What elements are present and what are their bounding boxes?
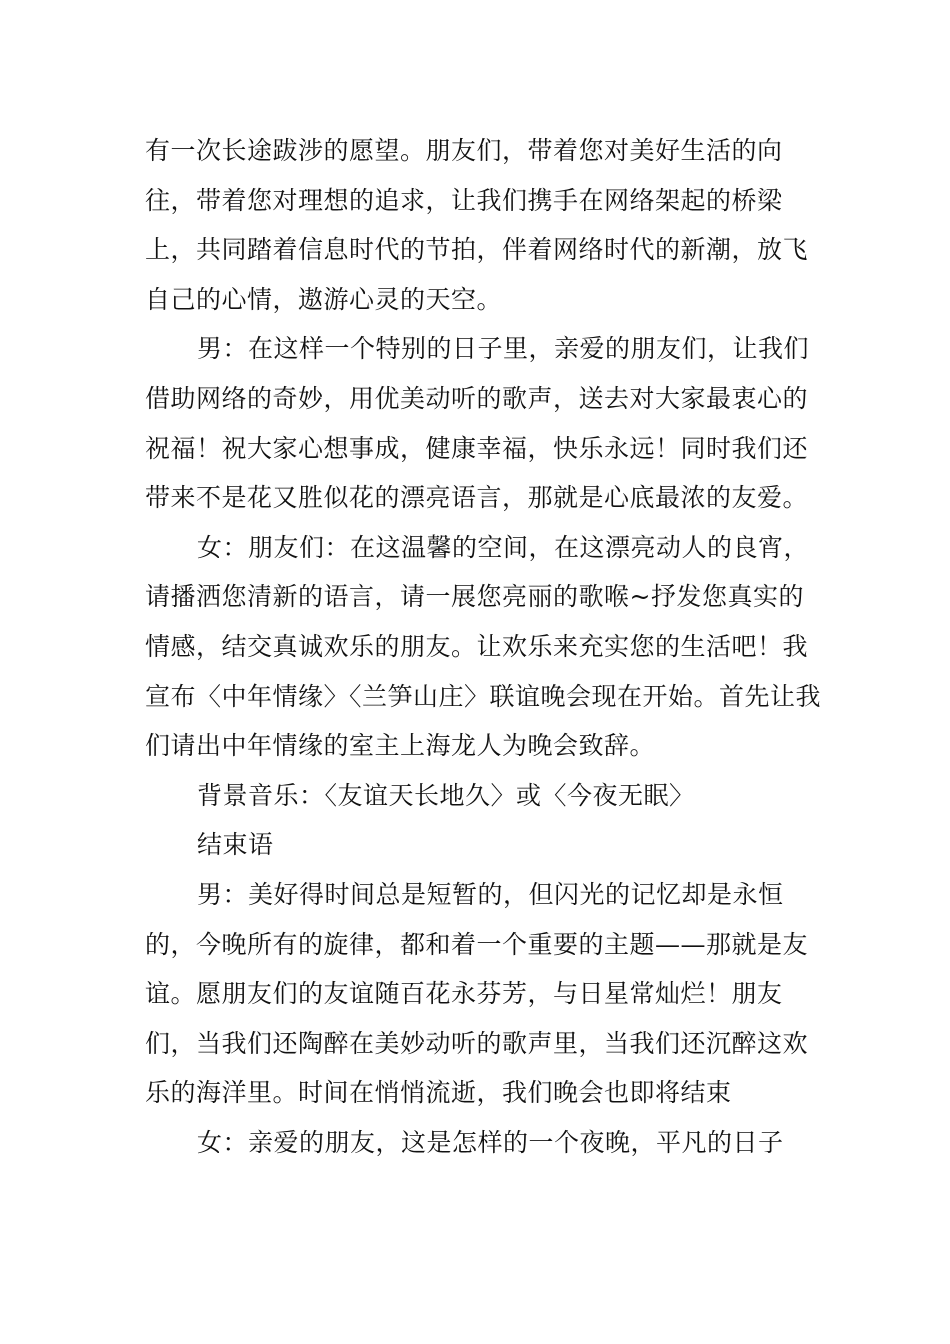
- paragraph-female-host-opening: 女：朋友们：在这温馨的空间，在这漂亮动人的良宵，请播洒您清新的语言，请一展您亮丽的歌喉~抒发您真实的情感，结交真诚欢乐的朋友。让欢乐来充实您的生活吧！我宣布〈中年情缘〉〈兰笋山庄〉联谊晚会现在开始。首先让我们请出中年情缘的室主上海龙人为晚会致辞。: [145, 532, 822, 761]
- section-heading-closing: 结束语: [197, 830, 274, 860]
- document-body: [145, 126, 825, 1167]
- paragraph-opening-continuation: 有一次长途跋涉的愿望。朋友们，带着您对美好生活的向往，带着您对理想的追求，让我们携手在网络架起的桥梁上，共同踏着信息时代的节拍，伴着网络时代的新潮，放飞自己的心情，遨游心灵的天空。: [145, 136, 809, 314]
- paragraph-male-host-closing: 男：美好得时间总是短暂的，但闪光的记忆却是永恒的，今晚所有的旋律，都和着一个重要的主题——那就是友谊。愿朋友们的友谊随百花永芬芳，与日星常灿烂！朋友们，当我们还陶醉在美妙动听的歌声里，当我们还沉醉这欢乐的海洋里。时间在悄悄流逝，我们晚会也即将结束: [145, 879, 809, 1108]
- paragraph-female-host-closing: 女：亲爱的朋友，这是怎样的一个夜晚，平凡的日子: [197, 1127, 784, 1157]
- paragraph-background-music: 背景音乐：〈友谊天长地久〉或〈今夜无眠〉: [197, 780, 695, 810]
- paragraph-male-host-blessing: 男：在这样一个特别的日子里，亲爱的朋友们，让我们借助网络的奇妙，用优美动听的歌声，送去对大家最衷心的祝福！祝大家心想事成，健康幸福，快乐永远！同时我们还带来不是花又胜似花的漂亮语言，那就是心底最浓的友爱。: [145, 334, 810, 513]
